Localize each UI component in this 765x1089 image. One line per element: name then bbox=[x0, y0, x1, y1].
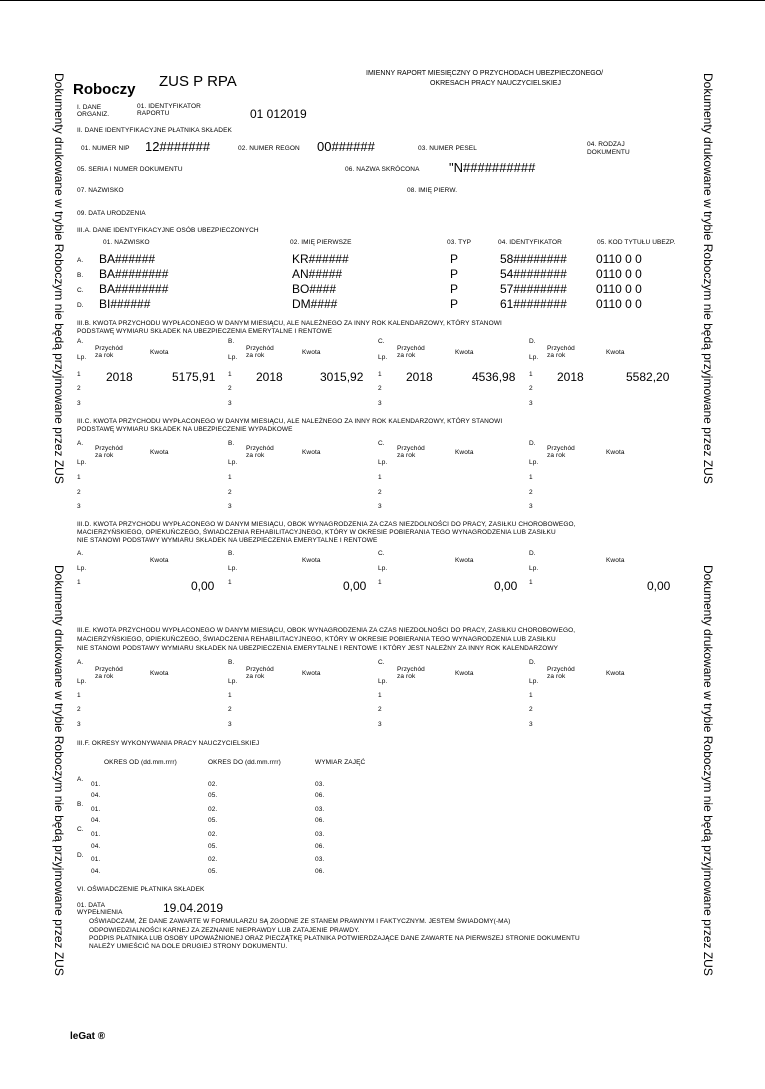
kwota-label: Kwota bbox=[606, 349, 625, 356]
section-iiie-heading-2: MACIERZYŃSKIEGO, OPIEKUŃCZEGO, ŚWIADCZENIA REHABILITACYJNEGO, KTÓRY W OKRESIE POBIERANIA TEGO WYNAGRODZENIA LUB ZASIŁKU bbox=[77, 636, 556, 643]
za-rok-label: za rok bbox=[547, 352, 566, 359]
za-rok-label: za rok bbox=[246, 452, 265, 459]
przychod-label: Przychód bbox=[397, 666, 425, 673]
section-iiib-heading-2: PODSTAWĘ WYMIARU SKŁADEK NA UBEZPIECZENIA EMERYTALNE I RENTOWE bbox=[77, 328, 333, 335]
side-notice-right-top: Dokumenty drukowane w trybie Roboczym nie będą przyjmowane przez ZUS bbox=[701, 73, 715, 484]
row-surname: BA###### bbox=[99, 252, 156, 266]
row-num-1: 1 bbox=[378, 692, 382, 699]
short-name-label: 06. NAZWA SKRÓCONA bbox=[345, 166, 420, 173]
brand-logo: leGat ® bbox=[70, 1031, 106, 1042]
section-iiie-heading-3: NIE STANOWI PODSTAWY WYMIARU SKŁADEK NA UBEZPIECZENIA EMERYTALNE I RENTOWE I KTÓRY JEST NALEŻNY ZA INNY ROK KALENDARZOWY bbox=[77, 645, 559, 652]
field-03: 03. bbox=[315, 806, 325, 813]
za-rok-label: za rok bbox=[95, 352, 114, 359]
row-code: 0110 0 0 bbox=[596, 297, 642, 311]
section-i-label-1: I. DANE bbox=[77, 104, 102, 111]
row-id: 54######## bbox=[500, 267, 567, 281]
row-num-1: 1 bbox=[77, 692, 81, 699]
row-type: P bbox=[450, 282, 459, 296]
section-i-label-2: ORGANIZ. bbox=[77, 111, 110, 118]
przychod-label: Przychód bbox=[547, 345, 575, 352]
row-num-3: 3 bbox=[529, 400, 533, 407]
field-05: 05. bbox=[208, 817, 218, 824]
field-06: 06. bbox=[315, 792, 325, 799]
row-num-3: 3 bbox=[378, 721, 382, 728]
row-num-3: 3 bbox=[228, 503, 232, 510]
income-amount: 5175,91 bbox=[172, 370, 216, 384]
column-letter: D. bbox=[529, 550, 536, 557]
row-num-3: 3 bbox=[228, 721, 232, 728]
field-01: 01. bbox=[91, 856, 101, 863]
fill-date-value: 19.04.2019 bbox=[163, 901, 224, 915]
za-rok-label: za rok bbox=[95, 452, 114, 459]
kwota-label: Kwota bbox=[302, 670, 321, 677]
row-id: 57######## bbox=[500, 282, 567, 296]
doc-type-label-1: 04. RODZAJ bbox=[587, 141, 625, 148]
field-02: 02. bbox=[208, 831, 218, 838]
column-letter: C. bbox=[378, 338, 385, 345]
przychod-label: Przychód bbox=[95, 345, 123, 352]
block-letter: D. bbox=[77, 852, 84, 859]
row-num-2: 2 bbox=[529, 489, 533, 496]
kwota-label: Kwota bbox=[455, 670, 474, 677]
row-first-name: AN##### bbox=[292, 267, 343, 281]
przychod-label: Przychód bbox=[246, 345, 274, 352]
row-type: P bbox=[450, 297, 459, 311]
lp-label: Lp. bbox=[529, 459, 539, 466]
regon-label: 02. NUMER REGON bbox=[238, 145, 300, 152]
row-num-1: 1 bbox=[529, 474, 533, 481]
field-04: 04. bbox=[91, 817, 101, 824]
field-06: 06. bbox=[315, 868, 325, 875]
section-iiic-heading-1: III.C. KWOTA PRZYCHODU WYPŁACONEGO W DANYM MIESIĄCU, ALE NALEŻNEGO ZA INNY ROK KALENDARZOWY, KTÓRY STANOWI bbox=[77, 418, 503, 425]
col-hours: WYMIAR ZAJĘĆ bbox=[315, 759, 366, 766]
column-letter: C. bbox=[378, 659, 385, 666]
column-letter: A. bbox=[77, 338, 84, 345]
section-ii-heading: II. DANE IDENTYFIKACYJNE PŁATNIKA SKŁADEK bbox=[77, 127, 232, 134]
col-first-name: 02. IMIĘ PIERWSZE bbox=[290, 239, 352, 246]
row-num-1: 1 bbox=[228, 579, 232, 586]
kwota-label: Kwota bbox=[606, 670, 625, 677]
field-02: 02. bbox=[208, 856, 218, 863]
row-num-1: 1 bbox=[77, 579, 81, 586]
section-iiif-heading: III.F. OKRESY WYKONYWANIA PRACY NAUCZYCIELSKIEJ bbox=[77, 740, 260, 747]
przychod-label: Przychód bbox=[397, 345, 425, 352]
field-04: 04. bbox=[91, 868, 101, 875]
za-rok-label: za rok bbox=[397, 452, 416, 459]
kwota-label: Kwota bbox=[150, 557, 169, 564]
column-letter: C. bbox=[378, 440, 385, 447]
kwota-label: Kwota bbox=[150, 449, 169, 456]
income-amount: 3015,92 bbox=[320, 370, 364, 384]
lp-label: Lp. bbox=[77, 565, 87, 572]
lp-label: Lp. bbox=[77, 354, 87, 361]
row-num-2: 2 bbox=[228, 385, 232, 392]
section-iiid-heading-3: NIE STANOWI PODSTAWY WYMIARU SKŁADEK NA UBEZPIECZENIA EMERYTALNE I RENTOWE bbox=[77, 537, 378, 544]
short-name-value: "N########## bbox=[449, 160, 536, 175]
col-surname: 01. NAZWISKO bbox=[103, 239, 150, 246]
column-letter: D. bbox=[529, 440, 536, 447]
form-code: ZUS P RPA bbox=[159, 73, 237, 90]
statement-line-1: OŚWIADCZAM, ŻE DANE ZAWARTE W FORMULARZU SĄ ZGODNE ZE STANEM PRAWNYM I FAKTYCZNYM. JESTEM ŚWIADOMY(-MA) bbox=[89, 918, 511, 925]
field-03: 03. bbox=[315, 781, 325, 788]
za-rok-label: za rok bbox=[95, 673, 114, 680]
row-num-1: 1 bbox=[378, 579, 382, 586]
row-surname: BA######## bbox=[99, 282, 169, 296]
row-first-name: BO#### bbox=[292, 282, 337, 296]
first-name-label: 08. IMIĘ PIERW. bbox=[407, 187, 458, 194]
row-num-2: 2 bbox=[77, 489, 81, 496]
row-num-2: 2 bbox=[378, 385, 382, 392]
row-id: 61######## bbox=[500, 297, 567, 311]
report-id-value: 01 012019 bbox=[250, 107, 307, 121]
row-type: P bbox=[450, 252, 459, 266]
report-id-label-1: 01. IDENTYFIKATOR bbox=[137, 103, 201, 110]
przychod-label: Przychód bbox=[246, 666, 274, 673]
amount-value: 0,00 bbox=[647, 579, 671, 593]
lp-label: Lp. bbox=[77, 678, 87, 685]
fill-date-label-2: WYPEŁNIENIA bbox=[77, 909, 123, 916]
form-title-line2: OKRESACH PRACY NAUCZYCIELSKIEJ bbox=[430, 80, 561, 87]
report-id-label-2: RAPORTU bbox=[137, 110, 170, 117]
row-num-3: 3 bbox=[378, 400, 382, 407]
field-05: 05. bbox=[208, 792, 218, 799]
row-type: P bbox=[450, 267, 459, 281]
row-letter: D. bbox=[77, 302, 84, 309]
lp-label: Lp. bbox=[529, 678, 539, 685]
column-letter: B. bbox=[228, 550, 235, 557]
row-num-1: 1 bbox=[529, 692, 533, 699]
top-border bbox=[0, 0, 765, 1]
column-letter: D. bbox=[529, 338, 536, 345]
lp-label: Lp. bbox=[77, 459, 87, 466]
lp-label: Lp. bbox=[529, 354, 539, 361]
lp-label: Lp. bbox=[529, 565, 539, 572]
field-05: 05. bbox=[208, 843, 218, 850]
za-rok-label: za rok bbox=[547, 452, 566, 459]
col-period-to: OKRES DO (dd.mm.rrrr) bbox=[208, 759, 281, 766]
row-code: 0110 0 0 bbox=[596, 252, 642, 266]
row-num-3: 3 bbox=[77, 400, 81, 407]
column-letter: A. bbox=[77, 440, 84, 447]
column-letter: D. bbox=[529, 659, 536, 666]
column-letter: A. bbox=[77, 550, 84, 557]
income-year: 2018 bbox=[557, 370, 584, 384]
section-iiib-heading-1: III.B. KWOTA PRZYCHODU WYPŁACONEGO W DANYM MIESIĄCU, ALE NALEŻNEGO ZA INNY ROK KALENDARZOWY, KTÓRY STANOWI bbox=[77, 320, 502, 327]
field-01: 01. bbox=[91, 781, 101, 788]
przychod-label: Przychód bbox=[397, 445, 425, 452]
statement-line-2: ODPOWIEDZIALNOŚCI KARNEJ ZA ZEZNANIE NIEPRAWDY LUB ZATAJENIE PRAWDY. bbox=[89, 927, 360, 934]
row-first-name: DM#### bbox=[292, 297, 338, 311]
field-03: 03. bbox=[315, 856, 325, 863]
kwota-label: Kwota bbox=[455, 449, 474, 456]
kwota-label: Kwota bbox=[606, 557, 625, 564]
field-02: 02. bbox=[208, 781, 218, 788]
row-num-3: 3 bbox=[228, 400, 232, 407]
income-year: 2018 bbox=[406, 370, 433, 384]
section-iiid-heading-2: MACIERZYŃSKIEGO, OPIEKUŃCZEGO, ŚWIADCZENIA REHABILITACYJNEGO, KTÓRY W OKRESIE POBIERANIA TEGO WYNAGRODZENIA LUB ZASIŁKU bbox=[77, 529, 556, 536]
doc-type-label-2: DOKUMENTU bbox=[587, 149, 630, 156]
form-title-line1: IMIENNY RAPORT MIESIĘCZNY O PRZYCHODACH UBEZPIECZONEGO/ bbox=[366, 70, 604, 77]
block-letter: B. bbox=[77, 801, 84, 808]
fill-date-label-1: 01. DATA bbox=[77, 902, 106, 909]
przychod-label: Przychód bbox=[95, 445, 123, 452]
row-num-2: 2 bbox=[228, 489, 232, 496]
pesel-label: 03. NUMER PESEL bbox=[418, 145, 477, 152]
nip-value: 12####### bbox=[145, 139, 211, 154]
row-surname: BI###### bbox=[99, 297, 151, 311]
row-num-2: 2 bbox=[378, 489, 382, 496]
income-year: 2018 bbox=[256, 370, 283, 384]
col-period-from: OKRES OD (dd.mm.rrrr) bbox=[104, 759, 177, 766]
draft-label: Roboczy bbox=[73, 81, 136, 98]
amount-value: 0,00 bbox=[494, 579, 518, 593]
lp-label: Lp. bbox=[228, 459, 238, 466]
lp-label: Lp. bbox=[228, 354, 238, 361]
row-letter: C. bbox=[77, 287, 84, 294]
statement-line-3: PODPIS PŁATNIKA LUB OSOBY UPOWAŻNIONEJ ORAZ PIECZĄTKĘ PŁATNIKA POTWIERDZAJĄCE DANE ZAWARTE NA PIERWSZEJ STRONIE DOKUMENTU bbox=[89, 935, 580, 942]
block-letter: A. bbox=[77, 776, 84, 783]
za-rok-label: za rok bbox=[246, 352, 265, 359]
section-iiie-heading-1: III.E. KWOTA PRZYCHODU WYPŁACONEGO W DANYM MIESIĄCU, OBOK WYNAGRODZENIA ZA CZAS NIEZDOLNOŚCI DO PRACY, ZASIŁKU CHOROBOWEGO, bbox=[77, 627, 576, 634]
column-letter: B. bbox=[228, 440, 235, 447]
kwota-label: Kwota bbox=[302, 349, 321, 356]
side-notice-left-bottom: Dokumenty drukowane w trybie Roboczym nie będą przyjmowane przez ZUS bbox=[52, 565, 66, 976]
row-num-3: 3 bbox=[77, 721, 81, 728]
row-num-3: 3 bbox=[529, 721, 533, 728]
field-06: 06. bbox=[315, 817, 325, 824]
row-num-1: 1 bbox=[228, 474, 232, 481]
section-vi-heading: VI. OŚWIADCZENIE PŁATNIKA SKŁADEK bbox=[77, 886, 205, 893]
przychod-label: Przychód bbox=[246, 445, 274, 452]
row-num-3: 3 bbox=[77, 503, 81, 510]
field-01: 01. bbox=[91, 831, 101, 838]
row-num-1: 1 bbox=[77, 474, 81, 481]
kwota-label: Kwota bbox=[302, 557, 321, 564]
row-surname: BA######## bbox=[99, 267, 169, 281]
row-num-2: 2 bbox=[529, 385, 533, 392]
kwota-label: Kwota bbox=[150, 349, 169, 356]
nip-label: 01. NUMER NIP bbox=[81, 145, 130, 152]
kwota-label: Kwota bbox=[150, 670, 169, 677]
za-rok-label: za rok bbox=[547, 673, 566, 680]
przychod-label: Przychód bbox=[547, 445, 575, 452]
amount-value: 0,00 bbox=[191, 579, 215, 593]
regon-value: 00###### bbox=[317, 139, 375, 154]
income-amount: 5582,20 bbox=[626, 370, 670, 384]
side-notice-left-top: Dokumenty drukowane w trybie Roboczym nie będą przyjmowane przez ZUS bbox=[52, 73, 66, 484]
field-06: 06. bbox=[315, 843, 325, 850]
kwota-label: Kwota bbox=[606, 449, 625, 456]
lp-label: Lp. bbox=[378, 459, 388, 466]
row-num-1: 1 bbox=[77, 371, 81, 378]
col-id: 04. IDENTYFIKATOR bbox=[498, 239, 562, 246]
block-letter: C. bbox=[77, 826, 84, 833]
birth-date-label: 09. DATA URODZENIA bbox=[77, 210, 146, 217]
przychod-label: Przychód bbox=[547, 666, 575, 673]
row-num-2: 2 bbox=[529, 706, 533, 713]
za-rok-label: za rok bbox=[397, 673, 416, 680]
field-03: 03. bbox=[315, 831, 325, 838]
row-letter: A. bbox=[77, 257, 84, 264]
income-year: 2018 bbox=[106, 370, 133, 384]
amount-value: 0,00 bbox=[343, 579, 367, 593]
row-num-1: 1 bbox=[529, 579, 533, 586]
row-num-1: 1 bbox=[378, 371, 382, 378]
row-num-2: 2 bbox=[228, 706, 232, 713]
side-notice-right-bottom: Dokumenty drukowane w trybie Roboczym nie będą przyjmowane przez ZUS bbox=[701, 565, 715, 976]
section-iiia-heading: III.A. DANE IDENTYFIKACYJNE OSÓB UBEZPIECZONYCH bbox=[77, 227, 259, 234]
income-amount: 4536,98 bbox=[472, 370, 516, 384]
column-letter: B. bbox=[228, 338, 235, 345]
lp-label: Lp. bbox=[378, 678, 388, 685]
row-num-1: 1 bbox=[228, 371, 232, 378]
row-code: 0110 0 0 bbox=[596, 267, 642, 281]
lp-label: Lp. bbox=[228, 565, 238, 572]
row-num-2: 2 bbox=[77, 385, 81, 392]
surname-label: 07. NAZWISKO bbox=[77, 187, 124, 194]
kwota-label: Kwota bbox=[302, 449, 321, 456]
row-num-1: 1 bbox=[378, 474, 382, 481]
row-first-name: KR###### bbox=[292, 252, 349, 266]
row-num-1: 1 bbox=[529, 371, 533, 378]
lp-label: Lp. bbox=[378, 565, 388, 572]
przychod-label: Przychód bbox=[95, 666, 123, 673]
statement-line-4: NALEŻY UMIEŚCIĆ NA DOLE DRUGIEJ STRONY DOKUMENTU. bbox=[89, 943, 288, 950]
za-rok-label: za rok bbox=[397, 352, 416, 359]
row-id: 58######## bbox=[500, 252, 567, 266]
column-letter: C. bbox=[378, 550, 385, 557]
kwota-label: Kwota bbox=[455, 557, 474, 564]
col-type: 03. TYP bbox=[447, 239, 472, 246]
column-letter: B. bbox=[228, 659, 235, 666]
row-num-3: 3 bbox=[529, 503, 533, 510]
field-01: 01. bbox=[91, 806, 101, 813]
field-04: 04. bbox=[91, 792, 101, 799]
row-num-1: 1 bbox=[228, 692, 232, 699]
lp-label: Lp. bbox=[228, 678, 238, 685]
col-code: 05. KOD TYTUŁU UBEZP. bbox=[597, 239, 676, 246]
za-rok-label: za rok bbox=[246, 673, 265, 680]
field-04: 04. bbox=[91, 843, 101, 850]
kwota-label: Kwota bbox=[455, 349, 474, 356]
section-iiid-heading-1: III.D. KWOTA PRZYCHODU WYPŁACONEGO W DANYM MIESIĄCU, OBOK WYNAGRODZENIA ZA CZAS NIEZDOLNOŚCI DO PRACY, ZASIŁKU CHOROBOWEGO, bbox=[77, 521, 576, 528]
row-num-2: 2 bbox=[77, 706, 81, 713]
column-letter: A. bbox=[77, 659, 84, 666]
section-iiic-heading-2: PODSTAWĘ WYMIARU SKŁADEK NA UBEZPIECZENIE WYPADKOWE bbox=[77, 426, 293, 433]
row-letter: B. bbox=[77, 272, 84, 279]
row-code: 0110 0 0 bbox=[596, 282, 642, 296]
row-num-3: 3 bbox=[378, 503, 382, 510]
doc-series-label: 05. SERIA I NUMER DOKUMENTU bbox=[77, 166, 183, 173]
row-num-2: 2 bbox=[378, 706, 382, 713]
field-02: 02. bbox=[208, 806, 218, 813]
lp-label: Lp. bbox=[378, 354, 388, 361]
field-05: 05. bbox=[208, 868, 218, 875]
